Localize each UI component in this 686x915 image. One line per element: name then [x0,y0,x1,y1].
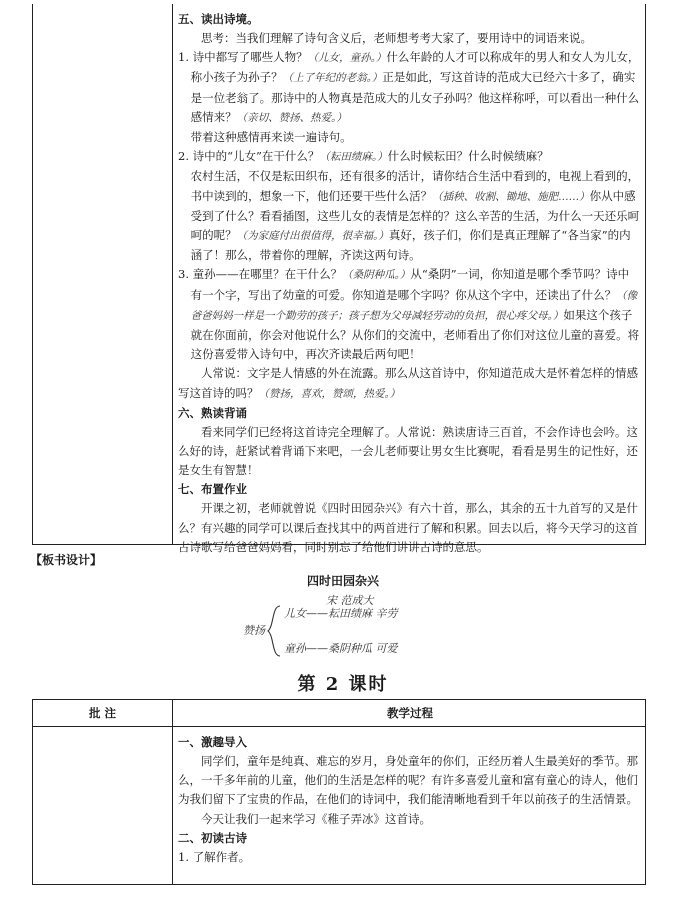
brace-icon [266,604,282,658]
section-7-heading: 七、布置作业 [178,482,247,497]
item-3-note-2: （像爸爸妈妈一样是一个勤劳的孩子；孩子想为父母减轻劳动的负担，很心疼父母。） [190,289,638,322]
board-line-2: 童孙——桑阴种瓜 可爱 [284,642,398,655]
item-1-text: 1. 诗中都写了哪些人物？ [178,50,308,65]
item-2-text: 2. 诗中的“儿女”在干什么？ [178,149,320,164]
item-1-note-3: （亲切、赞扬、热爱。） [236,111,347,124]
item-2-follow-text-2: 你从中感受到了什么？看看插图，这些儿女的表情是怎样的？这么辛苦的生活，为什么一天还乐呵呵的呢？ [190,188,640,243]
item-3-text: 3. 童孙——在哪里？在干什么？ [178,267,343,282]
item-2-follow-text-3: 真好，孩子们，你们是真正理解了“各当家”的内涵了！那么，带着你的理解，齐读这两句诗。 [190,228,631,263]
board-author: 宋 范成大 [326,594,374,607]
teaching-process-cell [178,10,640,557]
lesson2-table [32,699,646,885]
item-3-text-3: 如果这个孩子就在你面前，你会对他说什么？从你们的交流中，老师看出了你们对这位儿童的喜爱。将这份喜爱带入诗句中，再次齐读最后两句吧！ [190,307,640,362]
section-6-text: 看来同学们已经将这首诗完全理解了。人常说：熟读唐诗三百首，不会作诗也会吟。这么好的诗，赶紧试着背诵下来吧，一会儿老师要让男女生比赛呢，看看是男生的记性好，还是女生有智慧！ [178,424,638,478]
item-1-note: （儿女，童孙。） [307,52,387,65]
section-5-summary [178,364,640,403]
section-5-item-3 [178,265,640,364]
section-5-intro: 思考：当我们理解了诗句含义后，老师想考考大家了，要用诗中的词语来说。 [201,31,592,45]
lesson1-table [32,4,646,554]
item-2-text-2: 什么时候耘田？什么时候绩麻？ [387,149,549,164]
annotation-header: 批 注 [88,706,116,720]
item-2-follow [178,167,640,265]
item-2-note: （耘田绩麻。） [319,151,388,164]
item-2-follow-note: （插秧、收割、锄地、施肥……） [432,190,590,203]
board-design-label: 【板书设计】 [30,553,103,567]
board-left-label: 赞扬 [243,624,265,637]
item-1-follow: 带着这种感情再来读一遍诗句。 [190,130,352,145]
section-5-item-2 [178,147,640,167]
section-5-heading: 五、读出诗境。 [178,12,259,26]
lesson2-section-1-text: 同学们，童年是纯真、难忘的岁月，身处童年的你们，正经历着人生最美好的季节。那么，一千多年前的儿童，他们的生活是怎样的呢？有许多喜爱儿童和富有童心的诗人，他们为我们留下了宝贵的作品，在他们的诗词中，我们能清晰地看到千年以前孩子的生活情景。 [178,754,638,807]
lesson2-section-1-text-2: 今天让我们一起来学习《稚子弄冰》这首诗。 [201,811,431,826]
summary-text: 人常说：文字是人情感的外在流露。那么从这首诗中，你知道范成大是怀着怎样的情感写这首诗的吗？ [178,366,638,400]
item-3-text-2: 从“桑阴”一词，你知道是哪个季节吗？诗中有一个字，写出了幼童的可爱。你知道是哪个字吗？你从这个字中，还读出了什么？ [190,267,630,302]
process-header: 教学过程 [387,706,433,720]
item-2-follow-text: 农村生活，不仅是耘田织布，还有很多的活计，请你结合生活中看到的，电视上看到的，书中读到的，想象一下，他们还要干些什么活？ [190,169,640,203]
item-1-text-2: 什么年龄的人才可以称成年的男人和女人为儿女，称小孩子为孙子？ [190,50,640,85]
header-rule [33,726,645,727]
section-7-text: 开课之初，老师就曾说《四时田园杂兴》有六十首，那么，其余的五十九首写的又是什么？有兴趣的同学可以课后查找其中的两首进行了解和积累。回去以后，将今天学习的这首古诗歌写给爸爸妈妈看，同时别忘了给他们讲讲古诗的意思。 [178,501,638,554]
board-line-1: 儿女——耘田绩麻 辛劳 [284,607,398,620]
item-1-text-3: 正是如此，写这首诗的范成大已经六十多了，确实是一位老翁了。那诗中的人物真是范成大的儿女子孙吗？他这样称呼，可以看出一种什么感情来？ [190,70,640,124]
item-3-note: （桑阴种瓜。） [342,269,411,282]
item-1-note-2: （上了年纪的老翁。） [282,72,383,85]
lesson2-section-2-heading: 二、初读古诗 [178,830,247,845]
lesson2-process-cell [178,733,640,867]
lesson2-section-2-item: 1. 了解作者。 [178,849,251,864]
section-5-item-1 [178,48,640,128]
section-6-heading: 六、熟读背诵 [178,405,247,420]
board-title: 四时田园杂兴 [306,574,379,588]
column-divider [172,700,173,884]
item-2-follow-note-2: （为家庭付出很值得，很幸福。） [236,230,389,243]
lesson-2-title: 第 2 课时 [297,674,389,695]
summary-note: （赞扬，喜欢，赞颂，热爱。） [258,387,401,400]
lesson2-section-1-heading: 一、激趣导入 [178,735,247,749]
column-divider [172,4,173,544]
